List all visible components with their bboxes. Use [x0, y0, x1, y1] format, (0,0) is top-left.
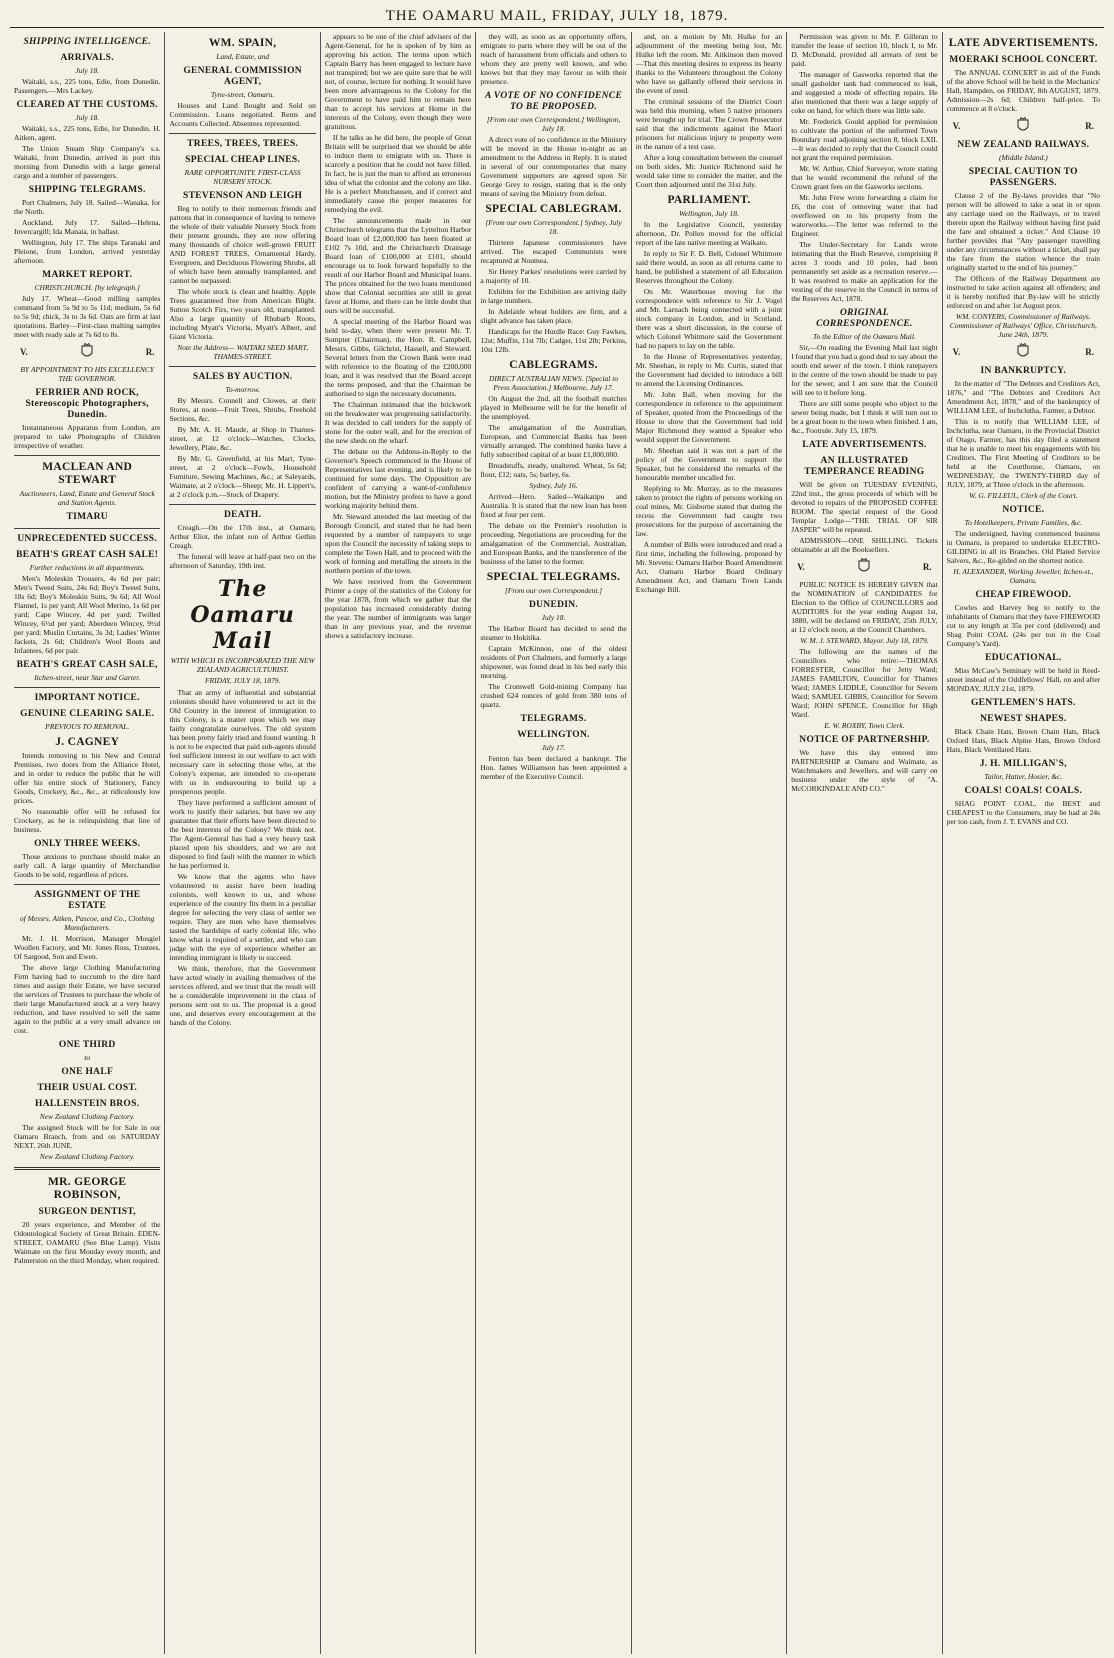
article-paragraph: The manager of Gasworks reported that the small gasholder tank had commenced to leak, and suggested a mode of effecting repairs. He also mentioned that there was a large supply of coke on hand, for which there was little sale.: [791, 70, 938, 115]
article-paragraph: Will be given on TUESDAY EVENING, 22nd inst., the gross proceeds of which will be devoted to repairs of the PROPOSED COFFEE ROOM. The special request of the Good Templar Lodge—"THE TRIAL OF SIR JASPER" will be repeated.: [791, 480, 938, 534]
article-paragraph: and, on a motion by Mr. Hulke for an adjournment of the meeting being lost, Mr. Hulke left the room. Mr. Aitkinson then moved—That this meeting desires to express its hearty thanks to the Volunteers throughout the Colony who have so gallantly offered their services in the event of need.: [635, 32, 783, 95]
section-heading: TREES, TREES, TREES.: [187, 139, 299, 149]
article-paragraph: Mr. W. Arthur, Chief Surveyor, wrote stating that he would recommend the refund of the Crown grant fees on the Gasworks sections.: [791, 164, 938, 191]
article-paragraph: They have performed a sufficient amount of work to justify their salaries, but have we any guarantee that their efforts have been directed to the best interests of the Colony? We think not. The Agent-General has had a very heavy task placed upon his shoulders, and we are not disposed to find fault with the manner in which he has performed it.: [169, 798, 316, 870]
sub-heading: Sydney, July 16.: [529, 481, 578, 490]
section-heading: LATE ADVERTISEMENTS.: [948, 37, 1098, 49]
crest-left-letter: V.: [952, 346, 961, 357]
article-paragraph: We have this day entered into PARTNERSHIP at Oamaru and Waimate, as Watchmakers and Jewellers, and will carry on business under the style of "A. McCORKINDALE AND CO.": [791, 748, 938, 793]
section-heading: SHIPPING INTELLIGENCE.: [23, 37, 151, 47]
section-heading: GENUINE CLEARING SALE.: [20, 709, 155, 719]
article-paragraph: Cowles and Harvey beg to notify to the inhabitants of Oamaru that they have FIREWOOD cut to any length at 35s per cord (delivered) and Shag Point COAL (24s per ton in the Coal Company's Yard).: [946, 603, 1101, 648]
article-paragraph: Arrived—Hero. Sailed—Waikatipu and Australia. It is stated that the new loan has been fixed at four per cent.: [480, 492, 627, 519]
section-heading: A VOTE OF NO CONFIDENCE TO BE PROPOSED.: [484, 91, 623, 112]
section-heading: ONE THIRD: [58, 1040, 116, 1050]
column-7: [943, 32, 1104, 1654]
section-heading: GENTLEMEN'S HATS.: [970, 698, 1076, 708]
article-paragraph: On August the 2nd, all the football matches played in Melbourne will be for the benefit of the unemployed.: [480, 394, 627, 421]
section-heading: ONLY THREE WEEKS.: [34, 839, 141, 849]
section-heading: CABLEGRAMS.: [509, 359, 598, 371]
divider: [14, 455, 160, 456]
article-paragraph: Mr. Sheehan said it was not a part of the policy of the Government to support the Speaker, but he considered the remarks of the honourable member uncalled for.: [635, 446, 783, 482]
article-paragraph: We have received from the Government Printer a copy of the statistics of the Colony for the year 1878, from which we gather that the population has increased considerably during the year. The number of immigrants was larger than in any previous year, and the revenue shows a satisfactory increase.: [324, 577, 472, 640]
section-heading: TELEGRAMS.: [520, 714, 587, 724]
article-paragraph: Mr. John Ball, when moving for the correspondence in reference to the appointment of Speaker, quoted from the Proceedings of the House to show that the Government had told Major Richmond they wanted a Speaker who would support the Government.: [635, 390, 783, 444]
sub-heading: Auctioneers, Land, Estate and General Stock and Station Agents.: [19, 489, 155, 507]
article-paragraph: Sir,—On reading the Evening Mail last night I found that you had a good deal to say about the south end sewer of the town. I think ratepayers in the centre of the town should be made to pay for the sewer, and I am sure that the Council will see to it before long.: [791, 343, 938, 397]
section-heading: WELLINGTON.: [517, 730, 590, 740]
article-paragraph: The above large Clothing Manufacturing Firm having had to succumb to the dire hard times and assign their Estate, we have secured the services of Trustees to purchase the whole of their large Manufactured stock at a very heavy reduction, and have resolved to sell the same again to the public at a very small advance on cost.: [14, 963, 161, 1035]
sub-heading: Further reductions in all departments.: [29, 563, 145, 572]
sub-heading: July 18.: [541, 613, 566, 622]
article-paragraph: Black Chain Hats, Brown Chain Hats, Black Oxford Hats, Black Alpine Hats, Brown Oxford Hats, Black Ventilated Hats.: [946, 727, 1101, 754]
article-paragraph: A special meeting of the Harbor Board was held to-day, when there were present Mr. T. Sumpter (Chairman), the Hon. R. Campbell, Messrs. Gibbs, Gilchrist, Hassell, and Steward. Several letters from the Crown Bank were read with reference to the floating of the £200,000 loan, and it was resolved that the Board accept the terms proposed, and that the Chairman be authorised to sign the necessary documents.: [324, 317, 472, 398]
article-paragraph: Permission was given to Mr. P. Gilleran to transfer the lease of section 10, block I, to Mr. D. McDonald, provided all arrears of rent be paid.: [791, 32, 938, 68]
divider: [14, 687, 160, 688]
sub-heading: WM. CONYERS, Commissioner of Railways. Commissioner of Railways' Office, Christchurch, June 24th, 1879.: [949, 312, 1097, 339]
section-heading: COALS! COALS! COALS.: [964, 786, 1083, 796]
section-heading: ASSIGNMENT OF THE ESTATE: [34, 890, 141, 911]
crest-left-letter: V.: [797, 561, 805, 572]
article-paragraph: Miss McCaw's Seminary will be held in Reed-street instead of the Oddfellows' Hall, on and after MONDAY, JULY 21st, 1879.: [946, 666, 1101, 693]
article-paragraph: Breadstuffs, steady, unaltered. Wheat, 5s 6d; flour, £12; oats, 5s; barley, 6s.: [480, 461, 627, 479]
sub-heading: W. G. FILLEUL, Clerk of the Court.: [969, 491, 1078, 500]
crest-left-letter: V.: [20, 346, 28, 357]
article-paragraph: In reply to Sir F. D. Bell, Colonel Whitmore said there would, as soon as all returns came to hand, be published a statement of all Education Reserves throughout the Colony.: [635, 249, 783, 285]
article-paragraph: Intends removing to his New and Central Premises, two doors from the Alliance Hotel, and in order to reduce the public that he will offer his entire stock of Stationery, Fancy Goods, Crockery, &c., &c., at ridiculously low prices.: [14, 751, 161, 805]
section-heading: J. H. MILLIGAN'S,: [979, 759, 1067, 769]
sub-heading: RARE OPPORTUNITY. FIRST-CLASS NURSERY STOCK.: [184, 168, 301, 186]
sub-heading: to: [84, 1053, 91, 1062]
sub-heading: CHRISTCHURCH. [by telegraph.]: [34, 283, 140, 292]
sub-heading: DIRECT AUSTRALIAN NEWS. [Special to Press Association.] Melbourne, July 17.: [488, 374, 619, 392]
section-heading: BEATH'S GREAT CASH SALE,: [16, 660, 158, 670]
columns-container: [10, 32, 1104, 1654]
article-paragraph: By Messrs. Connell and Clowes, at their Stores, at noon—Fruit Trees, Shrubs, Freehold Sections, &c.: [169, 396, 316, 423]
sub-heading: Wellington, July 18.: [679, 209, 739, 218]
sub-heading: WITH WHICH IS INCORPORATED THE NEW ZEALAND AGRICULTURIST.: [170, 656, 315, 674]
section-heading: UNPRECEDENTED SUCCESS.: [17, 534, 158, 544]
section-heading: NEWEST SHAPES.: [980, 714, 1067, 724]
section-heading: SALES BY AUCTION.: [192, 372, 293, 382]
article-paragraph: This is to notify that WILLIAM LEE, of Inchclutha, near Oamaru, in the Provincial District of Otago, Farmer, has this day filed a statement that he is unable to meet his engagements with his Creditors. The First Meeting of Creditors to be held at the Courthouse, Oamaru, on WEDNESDAY, the TWENTY-THIRD day of JULY, 1879, at Three o'clock in the afternoon.: [946, 417, 1101, 489]
sub-heading: [From our own Correspondent.]: [504, 586, 603, 595]
section-heading: MR. GEORGE ROBINSON,: [48, 1176, 127, 1201]
article-paragraph: We know that the agents who have volunteered to assist have been leading colonists, well known to us, and whose experience of the country fits them in a peculiar degree for selecting the very class of settler we require. They are men who have themselves tasted the hardships of early colonial life, who know what is required of a settler, and who can judge with the eye of experience whether an intending immigrant is likely to succeed.: [169, 872, 316, 962]
article-paragraph: The debate on the Address-in-Reply to the Governor's Speech commenced in the House of Representatives last evening, and is likely to be continued for some days. The Opposition are confident of carrying a want-of-confidence motion, but the Ministry profess to have a good working majority behind them.: [324, 447, 472, 510]
article-paragraph: ADMISSION—ONE SHILLING. Tickets obtainable at all the Booksellers.: [791, 536, 938, 554]
section-heading: SPECIAL TELEGRAMS.: [486, 571, 621, 583]
royal-crest: [953, 117, 1094, 135]
divider: [14, 528, 160, 529]
article-paragraph: The Officers of the Railway Department are instructed to take action against all offenders; and it is hereby notified that By-law will be strictly enforced on and after 1st August prox.: [946, 274, 1101, 310]
sub-heading: To-morrow.: [225, 385, 260, 394]
article-paragraph: The undersigned, having commenced business in Oamaru, is prepared to undertake ELECTRO-GILDING in all its Branches. Old Plated Service Salvers, &c., Re-gilded on the shortest notice.: [946, 529, 1101, 565]
article-paragraph: Mr. Steward attended the last meeting of the Borough Council, and stated that he had been requested by a number of ratepayers to urge upon the Council the necessity of taking steps to complete the Town Hall, and to proceed with the work of forming and metalling the streets in the northern portion of the town.: [324, 512, 472, 575]
royal-crest: [20, 343, 154, 361]
sub-heading: W. M. J. STEWARD, Mayor. July 18, 1879.: [800, 636, 929, 645]
column-2: [165, 32, 320, 1654]
royal-crest: [953, 343, 1094, 361]
crest-left-letter: V.: [952, 120, 961, 131]
article-paragraph: In the House of Representatives yesterday, Mr. Sheehan, in reply to Mr. Curtis, stated that the Government had decided to introduce a bill to amend the Licensing Ordinances.: [635, 352, 783, 388]
section-heading: ARRIVALS.: [60, 53, 114, 63]
divider: [169, 366, 315, 367]
article-paragraph: 20 years experience, and Member of the Odontological Society of Great Britain. EDEN-STREET, OAMARU (See Blue Lamp). Visits Waimate on the first Monday every month, and Palmerston on the third Monday, when required.: [14, 1220, 161, 1265]
article-paragraph: The announcements made in our Christchurch telegrams that the Lyttelton Harbor Board loan of £2,000,000 has been floated at £102 7s 10d, and the Christchurch Drainage Board loan of £100,000 at £101, should encourage us to look forward hopefully to the result of our Harbor Board and Municipal loans. The prices obtained for the two loans mentioned show that Colonial securities are still in great favor at Home, and there can be little doubt that ours will be successful.: [324, 216, 472, 315]
section-heading: MARKET REPORT.: [42, 270, 133, 280]
section-heading: DUNEDIN.: [528, 600, 579, 610]
column-6: [787, 32, 942, 1654]
article-paragraph: In the Legislative Council, yesterday afternoon, Dr. Pollen moved for the official report of the late native meeting at Waikato.: [635, 220, 783, 247]
article-paragraph: Creagh.—On the 17th inst., at Oamaru, Arthur Eliot, the infant son of Arthur Gethin Creagh.: [169, 523, 316, 550]
article-paragraph: No reasonable offer will be refused for Crockery, as he is relinquishing that line of business.: [14, 807, 161, 834]
article-paragraph: After a long consultation between the counsel on both sides, Mr. Justice Richmond said he would take time to consider the matter, and the Court then adjourned until the 31st July.: [635, 153, 783, 189]
article-paragraph: Houses and Land Bought and Sold on Commission. Loans negotiated. Rents and Accounts Collected. Absentees represented.: [169, 101, 316, 128]
article-paragraph: There are still some people who object to the sewer being made, but I think it will turn out to be a great boon to the town when finished. I am, &c., Footrule. July 15, 1879.: [791, 399, 938, 435]
section-heading: ORIGINAL CORRESPONDENCE.: [816, 308, 913, 329]
sub-heading: (Middle Island.): [998, 153, 1048, 162]
section-heading: SURGEON DENTIST,: [38, 1207, 136, 1217]
article-paragraph: If he talks as he did here, the people of Great Britain will be surprised that we should be able to induce them to emigrate with us. There is scarcely a position that he could not have filled. In fact, he is just the man to afford an erroneous idea of what the colonist and the colony are like. He is a perfect Munchausen, and if correct and immediately cause the proper measures for remedying the evil.: [324, 133, 472, 214]
section-heading: MACLEAN AND STEWART: [42, 461, 133, 486]
article-paragraph: Instantaneous Apparatus from London, are prepared to take Photographs of Children irrespective of weather.: [14, 423, 161, 450]
article-paragraph: they will, as soon as an opportunity offers, emigrate to parts where they will be out of the reach of harassment from officials and others to whom they are pretty well known, and who knows but that they may favour us with their presence.: [480, 32, 627, 86]
section-heading: ONE HALF: [61, 1067, 114, 1077]
article-paragraph: The whole stock is clean and healthy. Apple Trees guaranteed free from American Blight. Sutton Scotch Firs, two years old, transplanted. Also a large quantity of Rhubarb Roots, including Myatt's Victoria, Myatt's Albert, and Giant Victoria.: [169, 287, 316, 341]
section-heading: TIMARU: [66, 512, 108, 522]
article-paragraph: The debate on the Premier's resolution is proceeding. Negotiations are proceeding for the amalgamation of the Commercial, Australian, and European Banks, and the transference of the business of the latter to the former.: [480, 521, 627, 566]
article-paragraph: Thirteen Japanese commissioners have arrived. The escaped Communists were recaptured at Noumea.: [480, 238, 627, 265]
article-paragraph: The amalgamation of the Australian, European, and Commercial Banks has been virtually arranged. The combined banks have a fully subscribed capital of at least £1,000,000.: [480, 423, 627, 459]
article-paragraph: The Cromwell Gold-mining Company has crushed 624 ounces of gold from 380 tons of quartz.: [480, 682, 627, 709]
section-heading: EDUCATIONAL.: [985, 653, 1062, 663]
sub-heading: PREVIOUS TO REMOVAL.: [45, 722, 130, 731]
article-paragraph: The ANNUAL CONCERT in aid of the Funds of the above School will be held in the Mechanics' Hall, Hampden, on FRIDAY, 8th AUGUST, 1879. Admission—2s 6d; Children half-price. To commence at 8 o'clock.: [946, 68, 1101, 113]
article-paragraph: Sir Henry Parkes' resolutions were carried by a majority of 10.: [480, 267, 627, 285]
section-heading: NOTICE OF PARTNERSHIP.: [799, 735, 930, 745]
sub-heading: July 18.: [75, 66, 100, 75]
article-paragraph: The funeral will leave at half-past two on the afternoon of Saturday, 19th inst.: [169, 552, 316, 570]
section-heading: SPECIAL CHEAP LINES.: [185, 155, 301, 165]
article-paragraph: Replying to Mr. Murray, as to the measures taken to protect the rights of persons working on coal mines, Mr. Gisborne stated that during the recess the Government had caught two prosecutions for the purpose of ascertaining the law.: [635, 484, 783, 538]
article-paragraph: Waitaki, s.s., 225 tons, Edie, for Dunedin. H. Aitken, agent.: [14, 124, 161, 142]
section-heading: MOERAKI SCHOOL CONCERT.: [949, 55, 1098, 65]
coat-of-arms-icon: [1012, 343, 1034, 361]
article-paragraph: Mr. J. H. Morrison, Manager Mosgiel Woollen Factory, and Mr. Jones Ross, Trustees. Of Sargood, Son and Ewen.: [14, 934, 161, 961]
article-paragraph: The Harbor Board has decided to send the steamer to Hokitika.: [480, 624, 627, 642]
column-3: [321, 32, 476, 1654]
divider: [14, 884, 160, 885]
sub-heading: July 18.: [75, 113, 100, 122]
article-paragraph: The Under-Secretary for Lands wrote intimating that the Bush Reserve, comprising 8 acres 3 roods and 10 poles, had been permanently set aside as a recreation reserve.—It was resolved to make an application for the vesting of the reserve in the Council in terms of the Reserves Act, 1878.: [791, 240, 938, 303]
section-heading: HALLENSTEIN BROS.: [35, 1099, 140, 1109]
sub-heading: Tyne-street, Oamaru.: [210, 90, 275, 99]
section-heading: SPECIAL CAUTION TO PASSENGERS.: [968, 167, 1078, 188]
section-heading: STEVENSON AND LEIGH: [183, 191, 303, 201]
article-paragraph: By Mr. A. H. Maude, at Shop in Thames-street, at 12 o'clock—Watches, Clocks, Jewellery, Plate, &c.: [169, 425, 316, 452]
article-paragraph: Mr. Frederick Gould applied for permission to cultivate the portion of the unformed Town Boundary road adjoining section 8, block LXII.—It was decided to reply that the Council could not grant the required permission.: [791, 117, 938, 162]
sub-heading: [From our own Correspondent.] Wellington, July 18.: [486, 115, 621, 133]
article-paragraph: Captain McKinnon, one of the oldest residents of Port Chalmers, and formerly a large shipowner, was found dead in his bed early this morning.: [480, 644, 627, 680]
section-heading: NOTICE.: [1002, 505, 1045, 515]
sub-heading: Itchen-street, near Star and Garter.: [34, 673, 141, 682]
article-paragraph: Fenton has been declared a bankrupt. The Hon. James Williamson has been appointed a member of the Executive Council.: [480, 754, 627, 781]
sub-heading: To Hotelkeepers, Private Families, &c.: [964, 518, 1083, 527]
article-paragraph: appears to be one of the chief advisers of the Agent-General, for he is spoken of by him as approving his action. The terms upon which Captain Barry has been engaged to lecture have not transpired; but we are quite sure that he will not, of course, lecture for nothing. It would have been more advantageous to the Colony for the Government to have paid him to remain here than to accept his services at Home in the interests of the Colony, even though they were gratuitous.: [324, 32, 472, 131]
article-paragraph: By Mr. G. Greenfield, at his Mart, Tyne-street, at 2 o'clock—Fowls, Household Furniture, Sewing Machines, &c.; at Saleyards, Waimate, at 2 o'clock—Sheep; Mr. H. Lippert's, at 2 o'clock p.m.—Stock of Drapery.: [169, 454, 316, 499]
sub-heading: July 17.: [541, 743, 566, 752]
column-5: [632, 32, 787, 1654]
section-heading: IMPORTANT NOTICE.: [34, 693, 140, 703]
article-paragraph: Auckland, July 17. Sailed—Helena, Invercargill; Ida Manaia, in ballast.: [14, 218, 161, 236]
newspaper-nameplate: The Oamaru Mail: [190, 576, 295, 654]
section-heading: CHEAP FIREWOOD.: [975, 590, 1072, 600]
section-heading: SHIPPING TELEGRAMS.: [28, 185, 146, 195]
section-heading: LATE ADVERTISEMENTS.: [802, 440, 927, 450]
section-heading: DEATH.: [224, 510, 262, 520]
article-paragraph: Port Chalmers, July 18. Sailed—Wanaka, for the North.: [14, 198, 161, 216]
section-heading: J. CAGNEY: [55, 736, 120, 748]
section-heading: BEATH'S GREAT CASH SALE!: [16, 550, 159, 560]
section-heading: GENERAL COMMISSION AGENT,: [183, 66, 302, 87]
article-paragraph: Beg to notify to their numerous friends and patrons that in consequence of having to remove the whole of their valuable Nursery Stock from their present grounds, they are now offering many thousands of choice well-grown FRUIT AND FOREST TREES, Ornamental Hardy, Evergreen, and Deciduous Flowering Shrubs, all of which have been annually transplanted, and cannot be surpassed.: [169, 204, 316, 285]
section-heading: PARLIAMENT.: [667, 194, 751, 206]
sub-heading: Tailor, Hatter, Hosier, &c.: [984, 772, 1063, 781]
column-1: [10, 32, 165, 1654]
article-paragraph: A direct vote of no confidence in the Ministry will be moved in the House to-night as an amendment to the Address in Reply. It is stated in several of our contemporaries that many Government supporters are agreed upon Sir George Grey to resign, stating that is the only means of saving the Ministry from defeat.: [480, 135, 627, 198]
article-paragraph: Clause 2 of the By-laws provides that "No person will be allowed to take a seat in or upon any carriage used on the Railways, or to travel therein upon the Railway without having first paid the fare and obtained a ticket." And Clause 10 further provides that "Any passenger travelling under any circumstances without a ticket, shall pay the fare from the station whence the train originally started to the end of his journey.": [946, 191, 1101, 272]
section-heading: NEW ZEALAND RAILWAYS.: [957, 140, 1090, 150]
masthead: THE OAMARU MAIL, FRIDAY, JULY 18, 1879.: [10, 8, 1104, 28]
article-paragraph: In the matter of "The Debtors and Creditors Act, 1876," and "The Debtors and Creditors Act Amendment Act, 1878," and of the bankruptcy of WILLIAM LEE, of Inchclutha, Farmer, a Debtor.: [946, 379, 1101, 415]
sub-heading: New Zealand Clothing Factory.: [39, 1112, 135, 1121]
divider: [169, 133, 315, 134]
article-paragraph: Wellington, July 17. The ships Taranaki and Pleione, from London, arrived yesterday afternoon.: [14, 238, 161, 265]
sub-heading: BY APPOINTMENT TO HIS EXCELLENCY THE GOVERNOR.: [20, 365, 155, 383]
sub-heading: New Zealand Clothing Factory.: [39, 1152, 135, 1161]
sub-heading: Note the Address— WAITAKI SEED MART, THAMES-STREET.: [177, 343, 309, 361]
article-paragraph: Handicaps for the Hurdle Race: Guy Fawkes, 12st; Muffin, 11st 7lb; Cadger, 11st 2lb; Perkins, 10st 12lb.: [480, 327, 627, 354]
article-paragraph: SHAG POINT COAL, the BEST and CHEAPEST to the Consumers, may be had at 24s per ton cash, from J. T. EVANS and CO.: [946, 799, 1101, 826]
sub-heading: To the Editor of the Oamaru Mail.: [812, 332, 916, 341]
dateline: FRIDAY, JULY 18, 1879.: [204, 676, 281, 685]
article-paragraph: PUBLIC NOTICE IS HEREBY GIVEN that the NOMINATION of CANDIDATES for Election to the Office of COUNCILLORS and AUDITORS for the year ending August 1st, 1880, will be declared on FRIDAY, 25th JULY, at 12 o'clock noon, at the Council Chambers.: [791, 580, 938, 634]
section-heading: AN ILLUSTRATED TEMPERANCE READING: [804, 456, 925, 477]
coat-of-arms-icon: [76, 343, 98, 361]
article-paragraph: Men's Moleskin Trousers, 4s 6d per pair; Men's Tweed Suits, 24s 6d; Boy's Tweed Suits, 18s 6d; Boy's Moleskin Suits, 9s 6d; All Wool Flannel, 1s per yard; All Wool Merino, 1s 6d per yard; Cape Wincey, 4d per yard; Twilled Wincey, 6½d per yard; Aberdeen Wincey, 9½d per yard; Muslin Curtains, 3s 3d; Ladies' Winter Jackets, 2s 6d; Children's Wool Boots and Infantees, 6d per pair.: [14, 574, 161, 655]
article-paragraph: The Chairman intimated that the brickwork on the breakwater was progressing satisfactorily. It was decided to call tenders for the supply of stone for the outer wall, and for the erection of the new sheds on the wharf.: [324, 400, 472, 445]
section-heading: FERRIER AND ROCK, Stereoscopic Photographers, Dunedin.: [25, 388, 149, 420]
sub-heading: [From our own Correspondent.] Sydney, July 18.: [485, 218, 622, 236]
section-heading: IN BANKRUPTCY.: [980, 366, 1067, 376]
article-paragraph: On Mr. Waterhouse moving for the correspondence with reference to Sir J. Vogel and Mr. Larnach being connected with a joint stock company in London, and in Scotland, there was a short discussion, in the course of which Colonel Whitmore said the Government had no papers to lay on the table.: [635, 287, 783, 350]
section-heading: CLEARED AT THE CUSTOMS.: [16, 100, 158, 110]
sub-heading: Land, Estate, and: [216, 52, 270, 61]
article-paragraph: A number of Bills were introduced and read a first time, including the following, proposed by Mr. Stevens: Oamaru Harbor Board Amendment Act, Oamaru Harbor Board Ordinary Amendment Act, and Oamaru Town Lands Exchange Bill.: [635, 540, 783, 594]
article-paragraph: Those anxious to purchase should make an early call. A large quantity of Merchandise Goods to be sold, regardless of prices.: [14, 852, 161, 879]
sub-heading: E. W. ROXBY, Town Clerk.: [824, 721, 905, 730]
section-heading: WM. SPAIN,: [208, 37, 277, 49]
article-paragraph: In Adelaide wheat holders are firm, and a slight advance has taken place.: [480, 307, 627, 325]
crest-right-letter: R.: [145, 346, 155, 357]
article-paragraph: We think, therefore, that the Government have acted wisely in availing themselves of the services offered, and we trust that the result will be a considerable improvement in the class of persons sent out to us. The proposal is a good one, and deserves every encouragement at the hands of the Colony.: [169, 964, 316, 1027]
sub-heading: H. ALEXANDER, Working Jeweller, Itchen-st., Oamaru.: [953, 567, 1094, 585]
double-divider: [14, 1167, 160, 1170]
article-paragraph: Mr. John Frew wrote forwarding a claim for £6, the cost of removing water that had overflowed on to his property from the waterworks.—The letter was referred to the Engineer.: [791, 193, 938, 238]
crest-right-letter: R.: [1085, 120, 1095, 131]
article-paragraph: The Union Steam Ship Company's s.s. Waitaki, from Dunedin, arrived in port this morning from Dunedin with a large general cargo and a number of passengers.: [14, 144, 161, 180]
section-heading: THEIR USUAL COST.: [37, 1083, 138, 1093]
sub-heading: of Messrs. Aitken, Pascoe, and Co., Clothing Manufacturers.: [19, 914, 155, 932]
column-4: [476, 32, 631, 1654]
article-paragraph: The assigned Stock will be for Sale in our Oamaru Branch, from and on SATURDAY NEXT, 26th JUNE.: [14, 1123, 161, 1150]
coat-of-arms-icon: [1012, 117, 1034, 135]
article-paragraph: Waitaki, s.s., 225 tons, Edie, from Dunedin. Passengers.—Mrs Lackey.: [14, 77, 161, 95]
article-paragraph: July 17. Wheat—Good milling samples command from 5s 9d to 5s 11d; medium, 5s 6d to 5s 9d; chick, 3s to 3s 6d. Oats are firm at last quotations. Barley—First-class malting samples meet with ready sale at 7s 6d to 8s.: [14, 294, 161, 339]
section-heading: SPECIAL CABLEGRAM.: [485, 203, 622, 215]
article-paragraph: That an army of influential and substantial colonists should have volunteered to act in the Old Country in the interest of immigration to this Colony, is a matter upon which we may fairly congratulate ourselves. The old system has been pretty fairly tried and found wanting. It is not to be expected that paid sub-agents should feel sufficient interest in our welfare to act with necessary care in selecting those who, at the Colony's expense, are intended to co-operate with us in endeavouring to build up a prosperous people.: [169, 688, 316, 796]
crest-right-letter: R.: [1085, 346, 1095, 357]
article-paragraph: The following are the names of the Councillors who retire:—THOMAS FORRESTER, Councillor for Jetty Ward; JAMES FAMILTON, Councillor for Thames Ward; JAMES LIDDLE, Councillor for Severn Ward; SAMUEL GIBBS, Councillor for Severn Ward; JOHN SPENCE, Councillor for High Ward.: [791, 647, 938, 719]
coat-of-arms-icon: [853, 558, 875, 576]
crest-right-letter: R.: [922, 561, 932, 572]
article-paragraph: The criminal sessions of the District Court was held this morning, when 5 native prisoners were brought up for trial. The Crown Prosecutor said that the indictments against the Maori prisoners for malicious injury to property were in the nature of a test case.: [635, 97, 783, 151]
royal-crest: [797, 558, 931, 576]
divider: [169, 504, 315, 505]
article-paragraph: Exhibits for the Exhibition are arriving daily in large numbers.: [480, 287, 627, 305]
